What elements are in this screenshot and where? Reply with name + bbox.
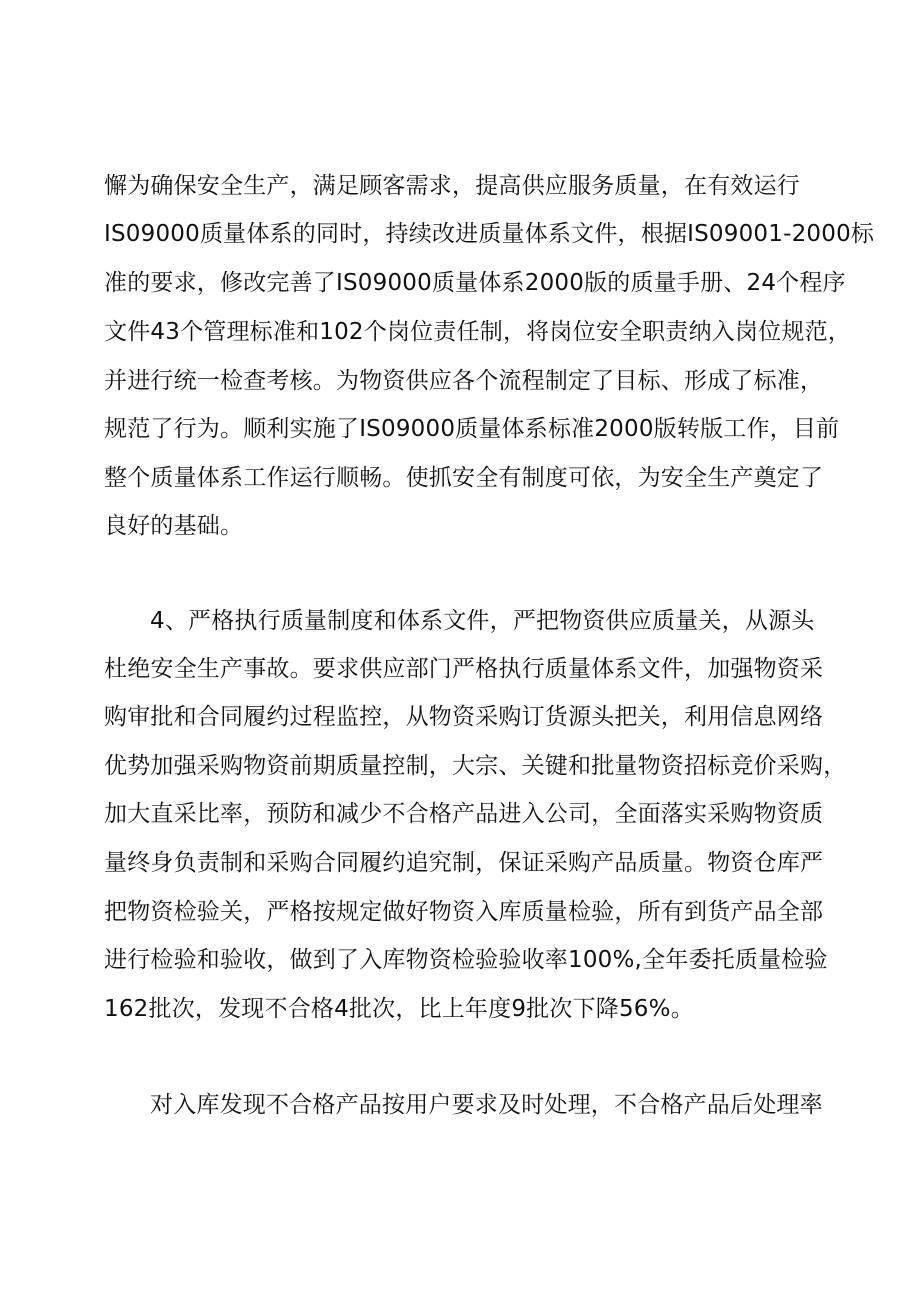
paragraph-1-line-2: IS09000质量体系的同时，持续改进质量体系文件，根据IS09001-2000标 (104, 221, 875, 247)
paragraph-2-line-8: 进行检验和验收，做到了入库物资检验验收率100%,全年委托质量检验 (104, 947, 828, 973)
paragraph-2-line-1: 4、严格执行质量制度和体系文件，严把物资供应质量关，从源头 (150, 608, 815, 634)
paragraph-1-line-3: 准的要求，修改完善了IS09000质量体系2000版的质量手册、24个程序 (104, 270, 846, 296)
paragraph-1-line-8: 良好的基础。 (104, 513, 244, 539)
paragraph-2-line-2: 杜绝安全生产事故。要求供应部门严格执行质量体系文件，加强物资采 (104, 656, 824, 682)
paragraph-1-line-1: 懈为确保安全生产，满足顾客需求，提高供应服务质量，在有效运行 (104, 173, 800, 199)
paragraph-1-line-6: 规范了行为。顺利实施了IS09000质量体系标准2000版转版工作，目前 (104, 416, 840, 442)
paragraph-2-line-6: 量终身负责制和采购合同履约追究制，保证采购产品质量。物资仓库严 (104, 850, 824, 876)
paragraph-2-line-7: 把物资检验关，严格按规定做好物资入库质量检验，所有到货产品全部 (104, 899, 824, 925)
paragraph-3-line-1: 对入库发现不合格产品按用户要求及时处理，不合格产品后处理率 (150, 1092, 823, 1118)
paragraph-2-line-3: 购审批和合同履约过程监控，从物资采购订货源头把关，利用信息网络 (104, 704, 824, 730)
paragraph-1-line-4: 文件43个管理标准和102个岗位责任制，将岗位安全职责纳入岗位规范， (104, 319, 851, 345)
paragraph-2-line-9: 162批次，发现不合格4批次，比上年度9批次下降56%。 (104, 996, 694, 1022)
paragraph-1-line-5: 并进行统一检查考核。为物资供应各个流程制定了目标、形成了标准， (104, 368, 824, 394)
paragraph-1-line-7: 整个质量体系工作运行顺畅。使抓安全有制度可依，为安全生产奠定了 (104, 465, 824, 491)
paragraph-2-line-4: 优势加强采购物资前期质量控制，大宗、关键和批量物资招标竞价采购， (104, 753, 847, 779)
paragraph-2-line-5: 加大直采比率，预防和减少不合格产品进入公司，全面落实采购物资质 (104, 801, 824, 827)
